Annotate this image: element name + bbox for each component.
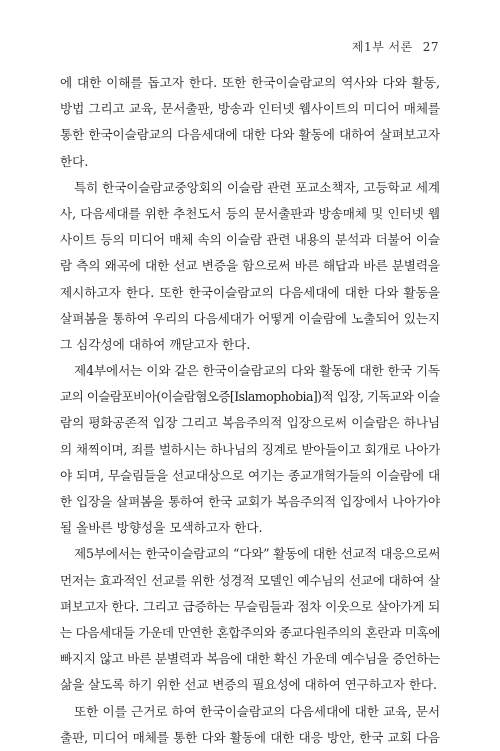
text-line: 그 심각성에 대하여 깨닫고자 한다. bbox=[60, 336, 251, 352]
text-line: 먼저는 효과적인 선교를 위한 성경적 모델인 예수님의 선교에 대하여 살 bbox=[60, 572, 440, 588]
text-line: 살펴봄을 통하여 우리의 다음세대가 어떻게 이슬람에 노출되어 있는지 bbox=[60, 310, 440, 326]
running-head bbox=[352, 38, 439, 55]
text-line: 는 다음세대들 가운데 만연한 혼합주의와 종교다원주의의 혼란과 미혹에 bbox=[60, 624, 440, 640]
text-line: 빠지지 않고 바른 분별력과 복음에 대한 확신 가운데 예수님을 증언하는 bbox=[60, 651, 440, 667]
text-line: 방법 그리고 교육, 문서출판, 방송과 인터넷 웹사이트의 미디어 매체를 bbox=[60, 101, 440, 117]
paragraph-3 bbox=[60, 358, 440, 541]
text-line: 제5부에서는 한국이슬람교의 “다와” 활동에 대한 선교적 대응으로써 bbox=[74, 546, 440, 562]
running-head-section: 제1부 서론 bbox=[351, 40, 413, 54]
text-line: 또한 이를 근거로 하여 한국이슬람교의 다음세대에 대한 교육, 문서 bbox=[74, 703, 440, 719]
text-line: 사, 다음세대를 위한 추천도서 등의 문서출판과 방송매체 및 인터넷 웹 bbox=[60, 205, 440, 221]
text-line: 통한 한국이슬람교의 다음세대에 대한 다와 활동에 대하여 살펴보고자 bbox=[60, 127, 440, 143]
text-line: 제4부에서는 이와 같은 한국이슬람교의 다와 활동에 대한 한국 기독 bbox=[74, 363, 440, 379]
page-number: 27 bbox=[422, 40, 439, 54]
body-text bbox=[60, 70, 440, 751]
paragraph-5 bbox=[60, 699, 440, 751]
text-line: 사이트 등의 미디어 매체 속의 이슬람 관련 내용의 분석과 더불어 이슬 bbox=[60, 232, 440, 248]
text-line: 특히 한국이슬람교중앙회의 이슬람 관련 포교소책자, 고등학교 세계 bbox=[74, 179, 440, 195]
text-line: 출판, 미디어 매체를 통한 다와 활동에 대한 대응 방안, 한국 교회 다음 bbox=[60, 729, 440, 745]
text-line: 교의 이슬람포비아(이슬람혐오증[Islamophobia])적 입장, 기독교와 이슬 bbox=[60, 389, 440, 405]
paragraph-2 bbox=[60, 175, 440, 358]
text-line: 한 입장을 살펴봄을 통하여 한국 교회가 복음주의적 입장에서 나아가야 bbox=[60, 494, 440, 509]
text-line: 될 올바른 방향성을 모색하고자 한다. bbox=[60, 520, 263, 536]
text-line: 삶을 살도록 하기 위한 선교 변증의 필요성에 대하여 연구하고자 한다. bbox=[60, 677, 437, 693]
text-line: 의 채찍이며, 죄를 벌하시는 하나님의 징계로 받아들이고 회개로 나아가 bbox=[60, 441, 440, 457]
paragraph-4 bbox=[60, 541, 440, 698]
text-line: 람 측의 왜곡에 대한 선교 변증을 함으로써 바른 해답과 바른 분별력을 bbox=[60, 258, 440, 274]
text-line: 람의 평화공존적 입장 그리고 복음주의적 입장으로써 이슬람은 하나님 bbox=[60, 415, 440, 431]
text-line: 야 되며, 무슬림들을 선교대상으로 여기는 종교개혁가들의 이슬람에 대 bbox=[60, 467, 440, 483]
paragraph-1 bbox=[60, 70, 440, 175]
text-line: 제시하고자 한다. 또한 한국이슬람교의 다음세대에 대한 다와 활동을 bbox=[60, 284, 440, 300]
text-line: 펴보고자 한다. 그리고 급증하는 무슬림들과 점차 이웃으로 살아가게 되 bbox=[60, 598, 440, 614]
text-line: 한다. bbox=[60, 153, 89, 169]
text-line: 에 대한 이해를 돕고자 한다. 또한 한국이슬람교의 역사와 다와 활동, bbox=[60, 75, 440, 90]
